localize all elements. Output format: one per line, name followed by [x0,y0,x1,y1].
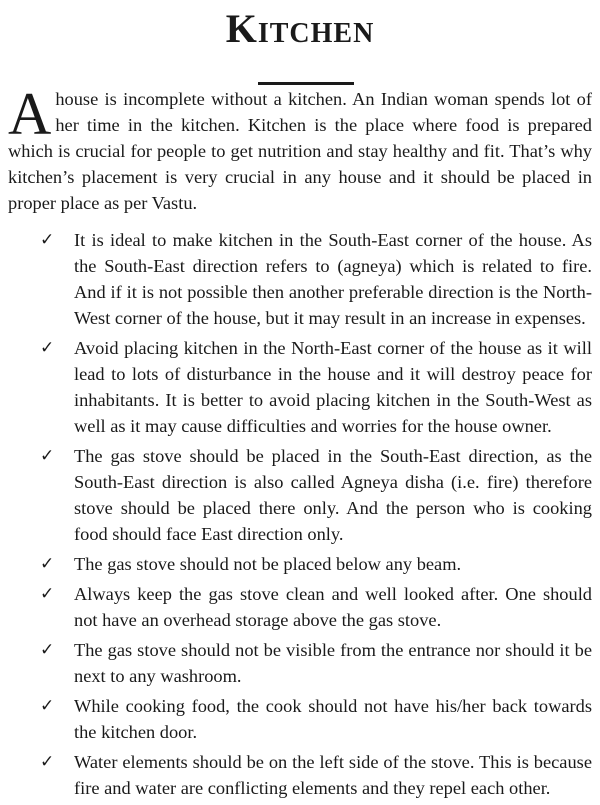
list-item-text: Avoid placing kitchen in the North-East corner of the house as it will lead to lots of disturbance in the house and it will destroy peace for inhabitants. It is better to avoid placing kitchen in the South-West as well as it may cause difficulties and worries for the house owner. [74,338,592,436]
list-item [0,581,600,633]
list-item-text: While cooking food, the cook should not have his/her back towards the kitchen door. [74,696,592,742]
intro-paragraph [8,81,592,216]
list-item [0,637,600,689]
checkmark-icon: ✓ [40,696,55,716]
list-item-text: The gas stove should not be placed below any beam. [74,554,462,574]
list-item-text: Water elements should be on the left side of the stove. This is because fire and water are conflicting elements and they repel each other. [74,752,592,798]
list-item [0,335,600,439]
list-item [0,227,600,331]
checkmark-icon: ✓ [40,584,55,604]
checkmark-icon: ✓ [40,554,55,574]
list-item [0,749,600,801]
checkmark-icon: ✓ [40,640,55,660]
checkmark-icon: ✓ [40,446,55,466]
list-item [0,551,600,577]
list-item-text: The gas stove should not be visible from the entrance nor should it be next to any washroom. [74,640,592,686]
checkmark-icon: ✓ [40,752,55,772]
checkmark-icon: ✓ [40,230,55,250]
list-item-text: Always keep the gas stove clean and well looked after. One should not have an overhead storage above the gas stove. [74,584,592,630]
page-title: Kitchen [225,6,375,51]
drop-cap: A [8,81,52,147]
title-divider [258,82,354,85]
list-item [0,693,600,745]
vastu-guideline-list [0,227,600,805]
list-item-text: It is ideal to make kitchen in the South-East corner of the house. As the South-East direction refers to (agneya) which is related to fire. And if it is not possible then another preferable direction is the North-West corner of the house, but it may result in an increase in expenses. [74,230,592,328]
list-item [0,443,600,547]
list-item-text: The gas stove should be placed in the South-East direction, as the South-East direction is also called Agneya disha (i.e. fire) therefore stove should be placed there only. And the person who is cooking food should face East direction only. [74,446,592,544]
intro-text: house is incomplete without a kitchen. An Indian woman spends lot of her time in the kitchen. Kitchen is the place where food is prepared which is crucial for people to get nutrition and stay healthy and fit. That’s why kitchen’s placement is very crucial in any house and it should be placed in proper place as per Vastu. [8,89,592,213]
checkmark-icon: ✓ [40,338,55,358]
